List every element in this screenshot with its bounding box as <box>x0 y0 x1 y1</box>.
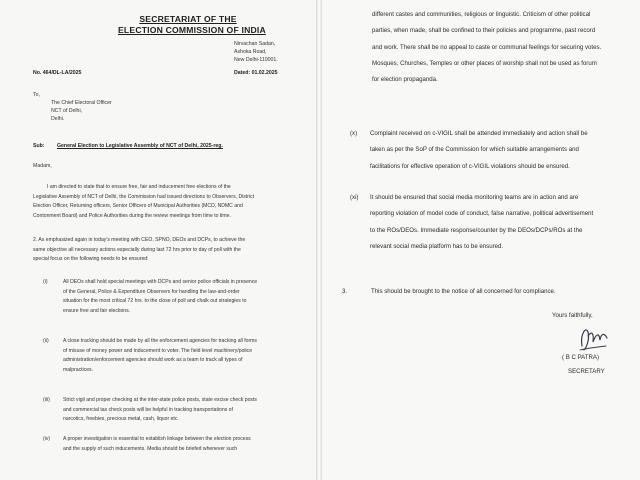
signatory-name: ( B C PATRA) <box>562 354 600 361</box>
list-item-line: to the ROs/DEOs. Immediate response/counter by the DEOs/DCPs/ROs at the <box>370 226 583 234</box>
list-item-line: administration/enforcement agencies should work as a team to track all types of <box>63 357 243 364</box>
paragraph-line: parties, when made, shall be confined to their policies and programme, past record <box>372 27 596 35</box>
signatory-designation: SECRETARY <box>568 368 605 375</box>
letterhead-title-line-1: SECRETARIAT OF THE <box>139 14 237 24</box>
to-label: To, <box>33 92 40 98</box>
list-item-line: facilitations for effective operation of c-VIGIL violations should be ensured. <box>370 162 570 170</box>
recipient-block <box>33 91 112 123</box>
letter-date: Dated: 01.02.2025 <box>234 70 278 76</box>
subject-line <box>33 143 313 149</box>
paragraph-line: Legislative Assembly of NCT of Delhi, the Commission had issued directions to Observers, District <box>33 193 255 200</box>
letter-page-2 <box>322 0 640 480</box>
letterhead-title-line-2: ELECTION COMMISSION OF INDIA <box>118 25 266 35</box>
list-item-line: narcotics, freebies, precious metal, cash, liquor etc. <box>63 416 179 423</box>
list-item-number: (xi) <box>350 194 359 201</box>
paragraph-line: 2. As emphasized again in today's meeting with CEO, SPNO, DEOs and DCPs, to achieve the <box>33 237 246 243</box>
paragraph-3 <box>342 288 556 295</box>
paragraph-1 <box>33 183 315 221</box>
list-item-number: (ii) <box>43 338 49 344</box>
list-item-text <box>63 396 285 425</box>
list-item-line: situation for the most critical 72 hrs. to the close of poll and chalk out strategies to <box>63 298 247 305</box>
subject-text: General Election to Legislative Assembly of NCT of Delhi, 2025-reg. <box>57 143 223 149</box>
list-item-line: relevant social media platform has to be ensured. <box>370 242 504 250</box>
list-item-line: of misuse of money power and inducement to voter. The field level machinery/police <box>63 347 253 354</box>
list-item-text <box>370 190 636 255</box>
list-item-line: A close tracking should be made by all the enforcement agencies for tracking all forms <box>63 338 257 344</box>
list-item-line: malpractices. <box>63 366 94 373</box>
handwritten-signature <box>572 320 612 356</box>
list-item-line: taken as per the SoP of the Commission for which suitable arrangements and <box>370 146 579 154</box>
list-item-line: reporting violation of model code of conduct, false narrative, political advertisement <box>370 210 594 218</box>
paragraph-line: for election propaganda. <box>372 76 438 84</box>
continuation-text <box>372 7 634 88</box>
paragraph-line: Election Officer, Returning officers, Senior Officers of Municipal Authorities (MCD, NDMC and <box>33 203 243 210</box>
address-line: Ashoka Road, <box>234 49 267 55</box>
list-item-text <box>63 337 285 375</box>
list-item-text <box>63 435 285 454</box>
salutation: Madam, <box>33 163 52 169</box>
sender-address <box>234 40 314 64</box>
list-item-line: and the supply of such inducements. Media should be briefed whenever such <box>63 445 238 452</box>
list-item-line: and commercial tax check posts will be helpful in tracking transportations of <box>63 406 233 413</box>
paragraph-line: different castes and communities, religious or linguistic. Criticism of other political <box>372 11 591 18</box>
list-item-line: All DEOs shall hold special meetings with DCPs and senior police officials in presence <box>63 279 258 285</box>
recipient-line: Delhi. <box>51 116 65 122</box>
address-line: New Delhi-110001. <box>234 57 278 63</box>
letterhead-title <box>118 14 266 36</box>
paragraph-text: This should be brought to the notice of all concerned for compliance. <box>371 288 556 295</box>
paragraph-number: 3. <box>342 288 348 295</box>
recipient-line: The Chief Electoral Officer <box>51 100 112 106</box>
paragraph-line: I am directed to state that to ensure free, fair and inducement free elections of the <box>47 184 231 190</box>
recipient-line: NCT of Delhi, <box>51 108 83 114</box>
closing-phrase: Yours faithfully, <box>552 312 593 319</box>
list-item-number: (iii) <box>43 397 50 403</box>
list-item-line: It should be ensured that social media monitoring teams are in action and are <box>370 194 579 201</box>
list-item-number: (i) <box>43 279 48 285</box>
list-item-line: Complaint received on c-VIGIL shall be attended immediately and action shall be <box>370 130 588 137</box>
paragraph-line: Contonment Board) and Police Authorities during the review meetings from time to time. <box>33 212 231 219</box>
list-item-text <box>370 126 636 175</box>
paragraph-line: same objective all necessary actions especially during last 72 hrs prior to day of poll with the <box>33 246 241 253</box>
list-item-line: A proper investigation is essential to establish linkage between the election process <box>63 436 251 442</box>
address-line: Nirvachan Sadan, <box>234 41 276 47</box>
paragraph-2 <box>33 236 315 265</box>
list-item-line: ensure free and fair elections. <box>63 307 131 314</box>
paragraph-line: and work. There shall be no appeal to caste or communal feelings for securing votes. <box>372 43 602 51</box>
paragraph-line: Mosques, Churches, Temples or other places of worship shall not be used as forum <box>372 59 597 67</box>
subject-label: Sub: <box>33 143 45 149</box>
list-item-number: (x) <box>350 130 358 137</box>
reference-number: No. 464/DL-LA/2025 <box>33 70 82 76</box>
paragraph-line: special focus on the following needs to be ensured: <box>33 256 149 263</box>
list-item-line: Strict vigil and proper checking at the inter-state police posts, state excise check posts <box>63 397 257 403</box>
list-item-number: (iv) <box>43 436 51 442</box>
letter-page-1 <box>0 0 316 480</box>
list-item-line: of the General, Police & Expenditure Observers for handling the law-and-order <box>63 288 240 295</box>
list-item-text <box>63 278 285 316</box>
